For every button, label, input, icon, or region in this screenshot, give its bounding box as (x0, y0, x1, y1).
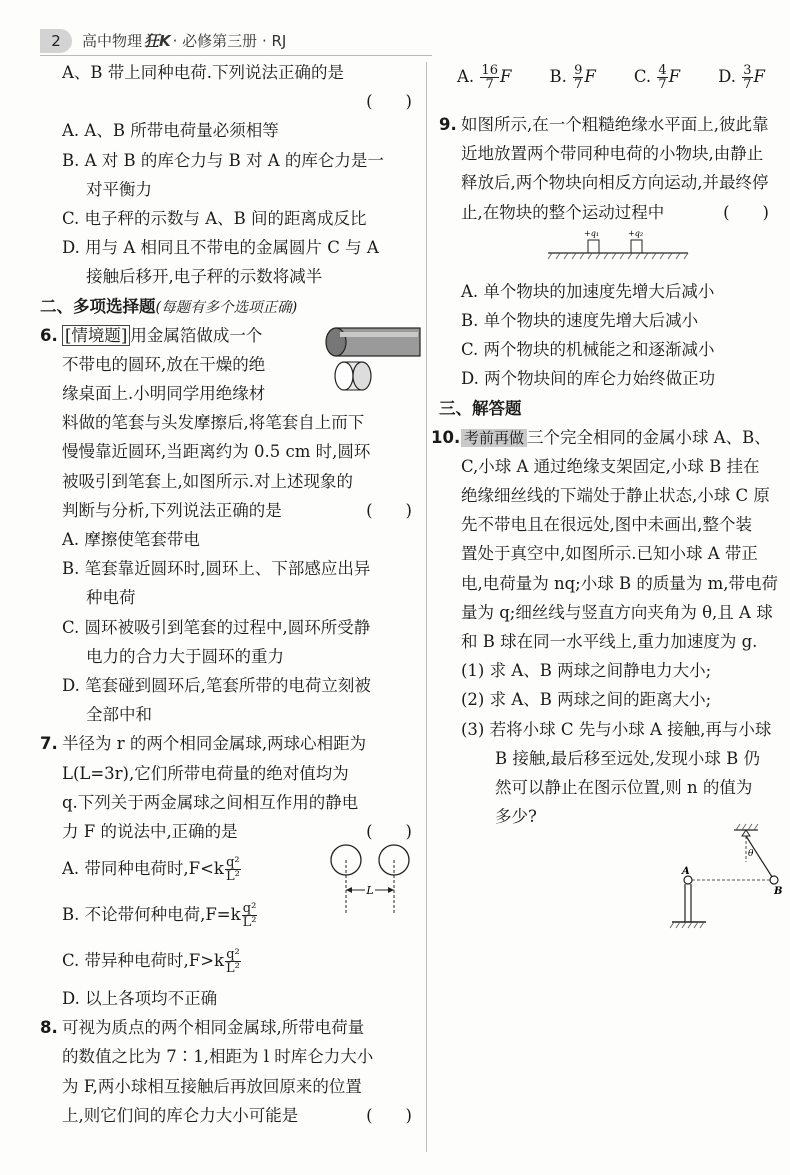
q10-line-5: 置处于真空中,如图所示.已知小球 A 带正 (461, 544, 758, 564)
q5-option-b-cont: 对平衡力 (86, 179, 152, 199)
q6-line-7: 判断与分析,下列说法正确的是 ( ) (62, 496, 418, 525)
q6-option-d: D. 笔套碰到圆环后,笔套所带的电荷立刻被 (62, 675, 371, 695)
q10-sub-3-cont-3: 多少? (495, 807, 537, 827)
q10-figure-hanging-ball (664, 822, 784, 934)
q6-option-c: C. 圆环被吸引到笔套的过程中,圆环所受静 (62, 617, 371, 637)
q8-number: 8. (40, 1018, 58, 1038)
q9-line-3: 释放后,两个物块向相反方向运动,并最终停 (461, 173, 769, 193)
column-divider (426, 62, 427, 1152)
q9-option-d: D. 两个物块间的库仑力始终做正功 (461, 369, 716, 389)
q6-option-b-cont: 种电荷 (86, 588, 136, 608)
q10-line-2: C,小球 A 通过绝缘支架固定,小球 B 挂在 (461, 456, 760, 476)
q7-option-a: A. 带同种电荷时,F<k $\frac{\text{q²}}{\text{L²}}$ (62, 855, 240, 885)
q10-line-6: 电,电荷量为 nq;小球 B 的质量为 m,带电荷 (461, 573, 778, 593)
charge-label-q2: +q₂ (628, 229, 644, 238)
charge-label-q1: +q₁ (584, 229, 600, 238)
fraction: $\frac{\text{q²}}{\text{L²}}$ (226, 947, 240, 977)
q6-tag: [情境题] (62, 325, 130, 346)
q8-line-3: 为 F,两小球相互接触后再放回原来的位置 (62, 1076, 362, 1096)
q10-line-3: 绝缘细丝线的下端处于静止状态,小球 C 原 (461, 486, 770, 506)
distance-label: L (366, 884, 374, 897)
q7-line-1: 7. 半径为 r 的两个相同金属球,两球心相距为 (62, 729, 418, 758)
q10-sub-1: (1) 求 A、B 两球之间静电力大小; (461, 661, 712, 681)
q6-option-b: B. 笔套靠近圆环时,圆环上、下部感应出异 (62, 559, 371, 579)
q7-option-b: B. 不论带何种电荷,F=k $\frac{\text{q²}}{\text{L²}}$ (62, 901, 257, 931)
answer-bracket: ( ) (366, 500, 412, 520)
q5-continuation: A、B 带上同种电荷.下列说法正确的是 (62, 63, 345, 82)
q10-line-7: 量为 q;细丝线与竖直方向夹角为 θ,且 A 球 (461, 602, 773, 622)
q8-line-1: 8. 可视为质点的两个相同金属球,所带电荷量 (62, 1013, 418, 1042)
q6-line-4: 料做的笔套与头发摩擦后,将笔套自上而下 (62, 413, 365, 433)
q6-line-1: 6. [情境题] 用金属箔做成一个 (62, 321, 418, 350)
section-2-hint: (每题有多个选项正确) (155, 299, 298, 316)
q7-option-c: C. 带异种电荷时,F>k $\frac{\text{q²}}{\text{L²}}$ (62, 947, 240, 977)
q9-number: 9. (439, 115, 457, 134)
q10-sub-3: (3) 若将小球 C 先与小球 A 接触,再与小球 (461, 719, 772, 739)
answer-bracket: ( ) (366, 92, 412, 112)
q8-option-b: B. $\frac{9}{7}$ F (549, 63, 596, 92)
q6-option-a: A. 摩擦使笔套带电 (62, 530, 200, 549)
q7-line-2: L(L=3r),它们所带电荷量的绝对值均为 (62, 763, 349, 783)
q9-line-1: 9. 如图所示,在一个粗糙绝缘水平面上,彼此靠 (461, 110, 775, 139)
answer-bracket: ( ) (723, 202, 769, 222)
insulating-stand (670, 884, 706, 928)
q5-option-c: C. 电子秤的示数与 A、B 间的距离成反比 (62, 208, 367, 228)
page-number: 2 (40, 29, 72, 53)
q5-option-d: D. 用与 A 相同且不带电的金属圆片 C 与 A (62, 238, 379, 258)
ball-a (684, 876, 692, 884)
theta-label: θ (748, 849, 754, 859)
q5-option-a: A. A、B 所带电荷量必须相等 (62, 121, 279, 141)
subject-title: 高中物理 (82, 32, 143, 50)
q10-sub-3-cont-1: B 接触,最后移至远处,发现小球 B 仍 (495, 748, 760, 768)
q5-option-d-cont: 接触后移开,电子秤的示数将减半 (86, 267, 323, 287)
q9-option-c: C. 两个物块的机械能之和逐渐减小 (461, 340, 715, 360)
q9-line-2: 近地放置两个带同种电荷的小物块,由静止 (461, 144, 764, 164)
q5-bracket-line (62, 87, 418, 116)
q7-line-3: q.下列关于两金属球之间相互作用的静电 (62, 792, 359, 812)
block-2 (631, 240, 642, 253)
q10-number: 10. (431, 427, 461, 447)
section-3-title: 三、解答题 (439, 398, 522, 418)
answer-bracket: ( ) (366, 821, 412, 841)
section-2-heading (40, 292, 418, 321)
brand-logo: 狂K (144, 32, 171, 50)
q9-figure-two-blocks (548, 228, 688, 268)
q6-line-2: 不带电的圆环,放在干燥的绝 (62, 354, 266, 374)
page-header (40, 26, 432, 56)
q5-option-b: B. A 对 B 的库仑力与 B 对 A 的库仑力是一 (62, 150, 384, 170)
q9-option-a: A. 单个物块的加速度先增大后减小 (461, 281, 715, 301)
ceiling-support (734, 824, 758, 836)
pen-cap-icon (326, 328, 420, 356)
q10-sub-2: (2) 求 A、B 两球之间的距离大小; (461, 690, 712, 710)
q8-option-d: D. $\frac{3}{7}$ F (718, 63, 765, 92)
q6-option-d-cont: 全部中和 (86, 705, 152, 725)
q10-sub-3-cont-2: 然可以静止在图示位置,则 n 的值为 (495, 777, 753, 797)
ball-a-label: A (682, 866, 690, 877)
left-column (40, 58, 418, 1130)
q8-option-c: C. $\frac{4}{7}$ F (633, 63, 681, 92)
q6-line-5: 慢慢靠近圆环,当距离约为 0.5 cm 时,圆环 (62, 442, 371, 462)
answer-bracket: ( ) (366, 1105, 412, 1125)
q6-number: 6. (40, 325, 58, 345)
section-2-title: 二、多项选择题 (40, 296, 156, 316)
q8-option-a: A. $\frac{16}{7}$ F (457, 63, 512, 92)
ball-b-label: B (774, 886, 783, 897)
q6-line-6: 被吸引到笔套上,如图所示.对上述现象的 (62, 471, 353, 491)
q9-line-4: 止,在物块的整个运动过程中 ( ) (461, 198, 775, 227)
q6-figure-pen-and-ring (322, 322, 422, 394)
q7-number: 7. (40, 734, 58, 754)
metal-ring-icon (335, 362, 371, 390)
ball-b (770, 876, 778, 884)
block-1 (588, 240, 599, 253)
q7-option-d: D. 以上各项均不正确 (62, 989, 218, 1009)
q8-options (457, 58, 775, 96)
q8-line-4: 上,则它们间的库仑力大小可能是 ( ) (62, 1101, 418, 1130)
q10-tag: 考前再做 (461, 429, 527, 447)
right-column (431, 58, 778, 831)
q10-line-4: 先不带电且在很远处,图中未画出,整个装 (461, 515, 752, 535)
fraction: $\frac{\text{q²}}{\text{L²}}$ (242, 901, 257, 931)
q8-line-2: 的数值之比为 7∶1,相距为 l 时库仑力大小 (62, 1047, 374, 1067)
q7-figure-two-spheres (330, 840, 410, 918)
q6-option-c-cont: 电力的合力大于圆环的重力 (86, 646, 284, 666)
section-3-heading (439, 394, 775, 423)
q10-line-8: 和 B 球在同一水平线上,重力加速度为 g. (461, 632, 758, 651)
q9-option-b: B. 单个物块的速度先增大后减小 (461, 310, 699, 330)
book-title: · 必修第三册 · RJ (172, 32, 287, 50)
q7-line-4: 力 F 的说法中,正确的是 ( ) (62, 817, 418, 846)
q10-line-1: 10. 考前再做 三个完全相同的金属小球 A、B、 (461, 423, 775, 452)
fraction: $\frac{\text{q²}}{\text{L²}}$ (225, 855, 240, 885)
q6-line-3: 缘桌面上.小明同学用绝缘材 (62, 384, 266, 404)
